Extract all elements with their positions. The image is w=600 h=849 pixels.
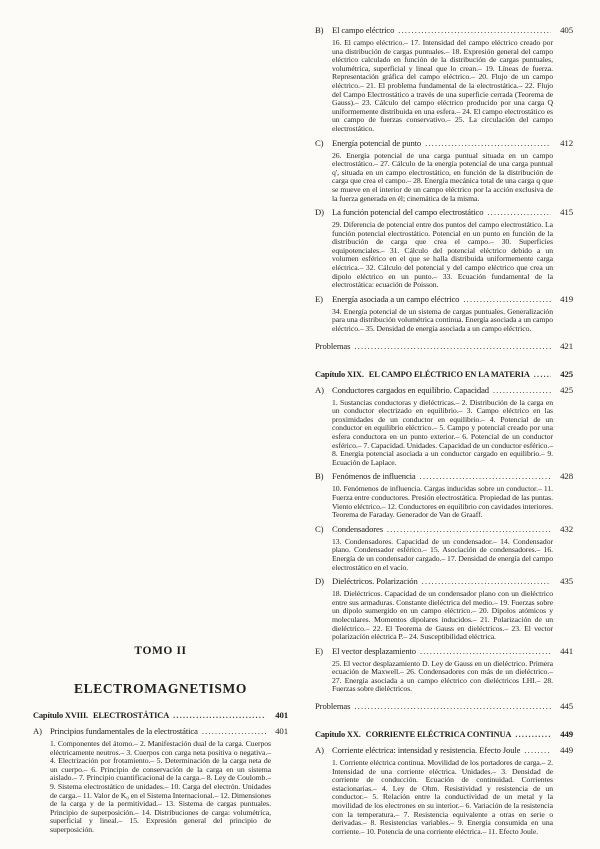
entry-title: El campo eléctrico [332,25,395,35]
entry-title: Condensadores [332,523,383,534]
entry-title: Dieléctricos. Polarización [332,576,418,587]
chapter-heading-row [33,709,288,722]
dot-leader [515,729,551,741]
dot-leader [524,744,551,757]
entry-detail: 29. Diferencia de potencial entre dos puntos del campo electrostático. La función potencial electrostático. Potencial en un punto en función de la distribución de carga que crea el campo.– 30. Superficies equipotenciales.– 31. Cálculo del potencial eléctrico debido a un volumen esférico en el que se halla distribuida uniformemente carga eléctrica.– 32. Cálculo del potencial y del campo eléctrico que crea un dipolo eléctrico en un punto.– 33. Ecuación fundamental de la electrostática: ecuación de Poisson. [332,220,553,290]
entry-letter: D) [315,576,324,587]
dot-leader [420,470,551,483]
toc-entry [315,384,573,468]
problems-row [315,700,573,713]
entry-letter: E) [315,293,323,304]
toc-entry [315,24,573,134]
chapter-number-label: Capitulo XX. [315,730,361,740]
toc-entry-row [33,725,288,738]
right-column [315,21,573,836]
entry-detail: 1. Corriente eléctrica continua. Movilidad de los portadores de carga.– 2. Intensidad de una corriente eléctrica. Unidades.– 3. Densidad de corriente de conducción. Ecuación de continuidad. Corrientes estacionarias.– 4. Ley de Ohm. Resistividad y resistencia de un conductor.– 5. Relación entre la conductividad de un metal y la movilidad de los electrones en su interior.– 6. Variación de la resistencia con la temperatura.– 7. Resistencia equivalente a otras en serie o derivadas.– 8. Resistencias variables.– 9. Energía consumida en una corriente.– 10. Potencia de una corriente eléctrica.– 11. Efecto Joule. [332,758,553,836]
chapter-heading-row [315,728,573,741]
dot-leader [202,725,266,738]
toc-entry-row [315,137,573,150]
problems-label: Problemas [315,340,351,351]
chapter-page-number: 449 [560,729,573,740]
entry-letter: A) [315,384,324,395]
chapter-title: ELECTROSTÁTICA [93,711,170,720]
toc-entry-row [315,206,573,219]
entry-letter: C) [315,137,324,148]
toc-entry [315,470,573,519]
dot-leader [398,24,551,37]
dot-leader [487,206,551,219]
dot-leader [422,575,551,588]
entry-title: Principios fundamentales de la electrostática [50,726,198,736]
entry-page-number: 412 [560,137,573,148]
toc-entry-row [315,744,573,757]
toc-entry [315,645,573,694]
entry-title: Corriente eléctrica: intensidad y resistencia. Efecto Joule [332,745,521,756]
entry-title: Energía potencial de punto [332,137,422,148]
problems-page-number: 421 [560,340,573,351]
entry-title: Energía asociada a un campo eléctrico [332,293,460,304]
chapter-title: CORRIENTE ELÉCTRICA CONTINUA [365,730,512,740]
chapter-heading-row [315,368,573,381]
entry-page-number: 405 [560,25,573,35]
entry-detail: 13. Condensadores. Capacidad de un condensador.– 14. Condensador plano. Condensador esférico.– 15. Asociación de condensadores.– 16. Energía de un condensador cargado.– 17. Densidad de energía del campo electrostático en el vacío. [332,536,553,572]
entry-letter: C) [315,523,324,534]
chapter-number-label: Capítulo XVIII. [33,711,88,720]
problems-label: Problemas [315,701,351,712]
entry-page-number: 401 [275,726,288,736]
entry-letter: A) [315,745,324,756]
toc-entry [315,523,573,572]
dot-leader [354,340,551,353]
entry-title: El vector desplazamiento [332,645,416,656]
chapter-page-number: 425 [560,368,573,379]
left-toc-list [33,709,288,835]
dot-leader [354,700,551,713]
toc-entry-row [315,384,573,397]
toc-entry-row [315,645,573,658]
entry-detail: 16. El campo eléctrico.– 17. Intensidad del campo eléctrico creado por una distribución de cargas puntuales.– 18. Expresión general del campo eléctrico calculado en función de la distribución de cargas puntuales, volumétrica, superficial y lineal que lo crean.– 19. Líneas de fuerza. Representación gráfica del campo eléctrico.– 20. Flujo de un campo eléctrico.– 21. El problema fundamental de la electrostática.– 22. Flujo del Campo Electrostático a través de una superficie cerrada (Teorema de Gauss).– 23. Cálculo del campo eléctrico producido por una carga Q uniformemente distribuida en una esfera.– 24. El campo electrostático es un campo de fuerzas conservativo.– 25. La circulación del campo electrostático. [332,38,553,133]
entry-letter: B) [315,25,324,35]
entry-detail: 10. Fenómenos de influencia. Cargas inducidas sobre un conductor.– 11. Fuerza entre conductores. Presión electrostática. Propiedad de las puntas. Viento eléctrico.– 12. Conductores en equilibrio con cavidades interiores. Teorema de Faraday. Generador de Van de Graaff. [332,484,553,520]
toc-entry [33,725,288,835]
entry-page-number: 425 [560,384,573,395]
entry-letter: E) [315,645,323,656]
entry-detail: 34. Energía potencial de un sistema de cargas puntuales. Generalización para una distribución volumétrica continua. Energía asociada a un campo eléctrico.– 35. Densidad de energía asociada a un campo eléctrico. [332,306,553,334]
chapter-page-number: 401 [275,710,288,720]
toc-entry [315,137,573,204]
entry-letter: B) [315,471,324,482]
right-toc-list [315,24,573,836]
toc-entry [315,293,573,334]
entry-page-number: 432 [560,523,573,534]
entry-detail: 1. Componentes del átomo.– 2. Manifestación dual de la carga. Cuerpos eléctricamente neutros.– 3. Cuerpos con carga neta positiva o negativa.– 4. Electrización por frotamiento.– 5. Determinación de la carga neta de un cuerpo.– 6. Principio de conservación de la carga en un sistema aislado.– 7. Principio cuantificacional de la carga.– 8. Ley de Coulomb.– 9. Sistema electrostático de unidades.– 10. Carga del electrón. Unidades de carga.– 11. Valor de K₀ en el Sistema Internacional.– 12. Dimensiones de la carga y de la permitividad.– 13. Sistema de cargas puntuales. Principio de superposición.– 14. Distribuciones de carga: volumétrica, superficial y lineal.– 15. Expresión general del principio de superposición. [50,739,271,834]
toc-entry-row [315,575,573,588]
toc-entry-row [315,523,573,536]
dot-leader [493,384,551,397]
left-column [33,645,288,835]
entry-detail: 1. Sustancias conductoras y dieléctricas.– 2. Distribución de la carga en un conductor electrizado en equilibrio.– 3. Campo eléctrico en las proximidades de un conductor en equilibrio.– 4. Potencial de un conductor en equilibrio eléctrico.– 5. Campo y potencial creado por una esfera conductora en un punto exterior.– 6. Potencial de un conductor esférico.– 7. Capacidad. Unidades. Capacidad de un conductor esférico.– 8. Energía potencial asociada a un conductor cargado en equilibrio.– 9. Ecuación de Laplace. [332,397,553,467]
entry-page-number: 428 [560,471,573,482]
dot-leader [534,369,551,381]
problems-row [315,340,573,353]
toc-entry [315,206,573,290]
dot-leader [463,293,551,306]
chapter-number-label: Capítulo XIX. [315,369,364,379]
entry-page-number: 415 [560,207,573,218]
toc-entry-row [315,470,573,483]
part-title: ELECTROMAGNETISMO [74,681,247,696]
dot-leader [173,710,266,722]
toc-entry [315,744,573,836]
entry-page-number: 441 [560,645,573,656]
toc-entry-row [315,293,573,306]
entry-title: Fenómenos de influencia [332,471,416,482]
dot-leader [387,523,551,536]
toc-entry-row [315,24,573,37]
dot-leader [425,137,551,150]
entry-detail: 18. Dieléctricos. Capacidad de un condensador plano con un dieléctrico entre sus armaduras. Constante dieléctrica del medio.– 19. Fuerzas sobre un dipolo sumergido en un campo eléctrico.– 20. Dipolos atómicos y moleculares. Momentos dipolares inducidos.– 21. Polarización de un dieléctrico.– 22. El Teorema de Gauss en dieléctricos.– 23. El vector polarización eléctrica P.– 24. Susceptibilidad eléctrica. [332,589,553,642]
entry-page-number: 419 [560,293,573,304]
entry-detail: 26. Energía potencial de una carga puntual situada en un campo electrostático.– 27. Cálculo de la energía potencial de una carga puntual q', situada en un campo electrostático, en función de la distribución de carga que crea el campo.– 28. Energía mecánica total de una carga q que se mueve en el interior de un campo eléctrico por la acción exclusiva de la fuerza generada en él; cinemática de la misma. [332,150,553,203]
problems-page-number: 445 [560,701,573,712]
volume-title: TOMO II [134,645,187,657]
entry-page-number: 435 [560,576,573,587]
entry-title: Conductores cargados en equilibrio. Capacidad [332,384,489,395]
entry-title: La función potencial del campo electrostático [332,207,484,218]
entry-letter: A) [33,726,42,736]
entry-letter: D) [315,207,324,218]
chapter-title: EL CAMPO ELÉCTRICO EN LA MATERIA [368,369,530,379]
toc-entry [315,575,573,642]
dot-leader [420,645,551,658]
entry-page-number: 449 [560,745,573,756]
entry-detail: 25. El vector desplazamiento D. Ley de Gauss en un dieléctrico. Primera ecuación de Maxwell.– 26. Condensadores con más de un dieléctrico.– 27. Energía asociada a un campo eléctrico con dieléctricos LHI.– 28. Fuerzas sobre dieléctricos. [332,658,553,694]
